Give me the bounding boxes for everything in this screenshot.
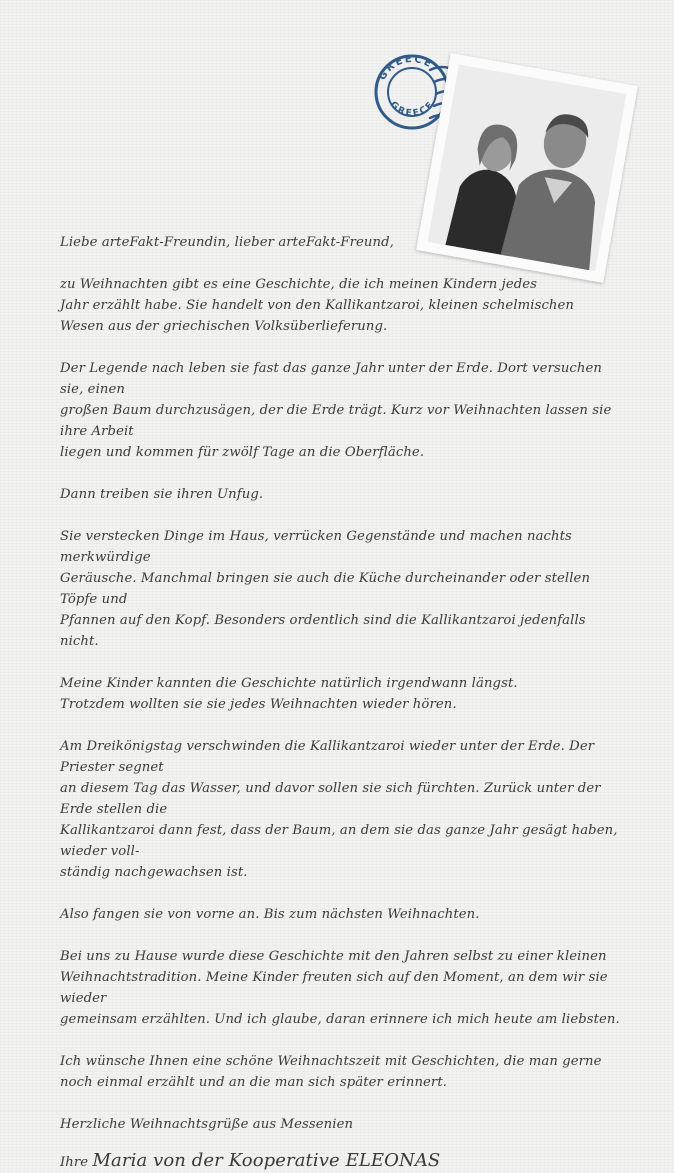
letter-closing: Herzliche Weihnachtsgrüße aus Messenien [60, 1117, 354, 1132]
letter-paragraph-6: Am Dreikönigstag verschwinden die Kallikantzaroi wieder unter der Erde. Der Priester segnet an diesem Tag das Wasser, und davor sollen sie sich fürchten. Zurück unter der Erde stellen die Kallikantzaroi dann fest, dass der Baum, an dem sie das ganze Jahr gesägt haben, wieder voll- ständig nachgewachsen ist. [60, 739, 618, 880]
letter-signature [60, 1150, 620, 1173]
letter-greeting: Liebe arteFakt-Freundin, lieber arteFakt-Freund, [60, 235, 394, 250]
letter-paragraph-8: Bei uns zu Hause wurde diese Geschichte mit den Jahren selbst zu einer kleinen Weihnachtstradition. Meine Kinder freuten sich auf den Moment, an dem wir sie wieder gemeinsam erzählten. Und ich glaube, daran erinnere ich mich heute am liebsten. [60, 949, 620, 1027]
letter-paragraph-9: Ich wünsche Ihnen eine schöne Weihnachtszeit mit Geschichten, die man gerne noch einmal erzählt und an die man sich später erinnert. [60, 1054, 602, 1090]
letter-paragraph-3: Dann treiben sie ihren Unfug. [60, 487, 264, 502]
stamp-text-top: GREECE [376, 53, 435, 83]
letter-paragraph-4: Sie verstecken Dinge im Haus, verrücken Gegenstände und machen nachts merkwürdige Geräusche. Manchmal bringen sie auch die Küche durcheinander oder stellen Töpfe und Pfannen auf den Kopf. Besonders ordentlich sind die Kallikantzaroi jedenfalls nicht. [60, 529, 591, 649]
stamp-text-bottom: GREECE [387, 99, 437, 119]
letter-paragraph-1: zu Weihnachten gibt es eine Geschichte, die ich meinen Kindern jedes Jahr erzählt habe. Sie handelt von den Kallikantzaroi, kleinen schelmischen Wesen aus der griechischen Volksüberlieferung. [60, 277, 575, 334]
signature-prefix: Ihre [60, 1155, 89, 1170]
letter-paragraph-5: Meine Kinder kannten die Geschichte natürlich irgendwann längst. Trotzdem wollten sie sie jedes Weihnachten wieder hören. [60, 676, 518, 712]
letter-paragraph-7: Also fangen sie von vorne an. Bis zum nächsten Weihnachten. [60, 907, 480, 922]
letter-paragraph-2: Der Legende nach leben sie fast das ganze Jahr unter der Erde. Dort versuchen sie, einen großen Baum durchzusägen, der die Erde trägt. Kurz vor Weihnachten lassen sie ihre Arbeit liegen und kommen für zwölf Tage an die Oberfläche. [60, 361, 612, 460]
svg-text:GREECE [388, 99, 437, 119]
letter-body [60, 232, 620, 1173]
signature-name: Maria von der Kooperative ELEONAS [92, 1150, 441, 1171]
